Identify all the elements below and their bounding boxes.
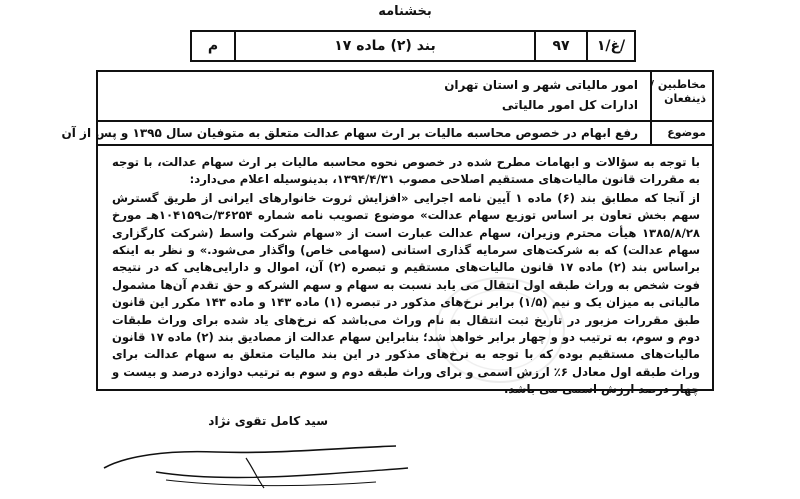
signer-name: سید کامل تقوی نژاد (208, 414, 328, 428)
reference-table (190, 30, 636, 62)
subject-text: رفع ابهام در خصوص محاسبه مالیات بر ارث سهام عدالت متعلق به متوفیان سال ۱۳۹۵ و پس از آن (61, 126, 638, 140)
header-divider-horizontal (98, 120, 712, 122)
handwritten-signature-icon (96, 428, 416, 498)
body-block (96, 146, 714, 397)
reference-letter: م (192, 32, 236, 60)
reference-number: ۹۷ (536, 32, 588, 60)
header-block (61, 70, 714, 146)
reference-clause: بند (۲) ماده ۱۷ (236, 32, 536, 60)
addressee-line-2: ادارات کل امور مالیاتی (501, 98, 638, 112)
body-paragraph-1: با توجه به سؤالات و ابهامات مطرح شده در خصوص نحوه محاسبه مالیات بر ارث سهام عدالت، با توجه به مقررات قانون مالیات‌های مستقیم اصلاحی مصوب ۱۳۹۴/۴/۳۱، بدینوسیله اعلام می‌دارد: (112, 155, 700, 187)
subject-label: موضوع (667, 126, 706, 139)
official-stamp-watermark-icon (430, 270, 570, 390)
addressee-label: مخاطبین / ذینفعان (650, 78, 706, 105)
body-text (112, 154, 700, 400)
body-paragraph-2: از آنجا که مطابق بند (۶) ماده ۱ آیین نامه اجرایی «افزایش ثروت خانوارهای ایرانی از طریق گسترش سهم بخش تعاون بر اساس توزیع سهام عدالت» موضوع تصویب نامه شماره ۳۶۲۵۴/ت۱۰۴۱۵۹هـ مورخ ۱۳۸۵/۸/۲۸ هیأت محترم وزیران، سهام عدالت عبارت است از «سهام شرکت واسط (شرکت کارگزاری سهام عدالت) که به شرکت‌های سرمایه گذاری استانی (سهامی خاص) واگذار می‌شود.» و نظر به اینکه براساس بند (۲) ماده ۱۷ قانون مالیات‌های مستقیم و تبصره (۲) آن، اموال و دارایی‌هایی که در نتیجه فوت شخص به وراث طبقه اول انتقال می یابد نسبت به سهام و سهم الشرکه و حق تقدم آن‌ها مشمول مالیاتی به میزان یک و نیم (۱/۵) برابر نرخ‌های مذکور در تبصره (۱) ماده ۱۴۳ و ماده ۱۴۳ مکرر این قانون طبق مقررات مزبور در تاریخ ثبت انتقال به نام وراث می‌باشد که نرخ‌های یاد شده برای وراث طبقات دوم و سوم، به ترتیب دو و چهار برابر خواهد شد؛ بنابراین سهام عدالت از مصادیق بند (۲) ماده ۱۷ قانون مالیات‌های مستقیم بوده که با توجه به نرخ‌های مذکور در این بند مالیات متعلق به سهام عدالت برای وراث طبقه اول معادل ۶٪ ارزش اسمی و برای وراث طبقه دوم و سوم به ترتیب دوازده درصد و بیست و چهار درصد ارزش اسمی می باشد. (112, 190, 701, 397)
reference-code: غ/۱/ (596, 38, 626, 54)
addressee-line-1: امور مالیاتی شهر و استان تهران (444, 78, 638, 92)
document-type-title: بخشنامه (378, 4, 432, 19)
